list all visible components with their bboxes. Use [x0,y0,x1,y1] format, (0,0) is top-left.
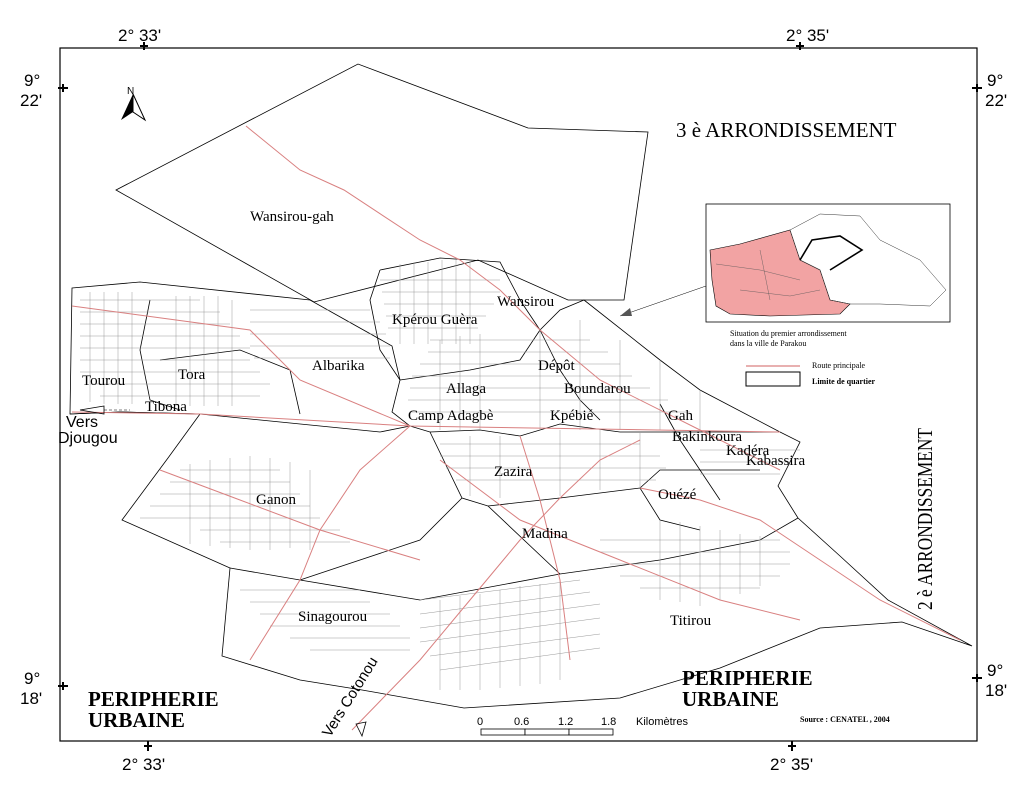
label-oueze: Ouézé [658,487,697,503]
lat-bottom-left-min: 18' [20,689,43,708]
map-legend [746,361,876,386]
north-arrow-icon [121,86,145,120]
coord-bottom-left: 2° 33' [122,755,166,774]
label-kperou-guera: Kpérou Guèra [392,312,478,328]
label-allaga: Allaga [446,381,486,397]
scale-tick-2: 1.2 [558,716,574,728]
arrow-down-icon [356,722,366,736]
coord-top-right: 2° 35' [786,26,830,45]
district-outlines [70,64,972,708]
inset-caption-line-2: dans la ville de Parakou [730,339,807,348]
periphery-left-line-2: URBAINE [88,708,185,732]
label-boundarou: Boundarou [564,381,631,397]
coord-bottom-right: 2° 35' [770,755,814,774]
legend-limite-label: Limite de quartier [812,377,876,386]
inset-caption-line-1: Situation du premier arrondissement [730,329,847,338]
neighborhood-labels [82,209,805,629]
direction-vers-cotonou [319,654,382,740]
lat-bottom-right-min: 18' [985,681,1008,700]
label-tibona: Tibona [145,399,187,415]
label-camp-adagbe: Camp Adagbè [408,408,494,424]
periphery-left-line-1: PERIPHERIE [88,687,219,711]
label-vers-cotonou: Vers Cotonou [318,654,382,741]
periphery-right-line-1: PERIPHERIE [682,666,813,690]
scale-tick-3: 1.8 [601,716,617,728]
label-tora: Tora [178,367,206,383]
coord-top-left: 2° 33' [118,26,162,45]
lat-top-left-min: 22' [20,91,43,110]
lat-bottom-left-deg: 9° [24,669,41,688]
label-titirou: Titirou [670,613,712,629]
scale-unit: Kilomètres [636,716,688,728]
source-credit: Source : CENATEL , 2004 [800,715,890,724]
label-kpebie: Kpébié [550,408,594,424]
legend-route-label: Route principale [812,361,866,370]
legend-limite-box [746,372,800,386]
region-third-arrondissement: 3 è ARRONDISSEMENT [676,118,897,142]
label-kabassira: Kabassira [746,453,806,469]
label-sinagourou: Sinagourou [298,609,368,625]
region-second-arrondissement: 2 è ARRONDISSEMENT [913,389,937,610]
label-kadera: Kadéra [726,443,770,459]
periphery-right-line-2: URBAINE [682,687,779,711]
label-vers: Vers [66,414,99,431]
label-madina: Madina [522,526,568,542]
label-gah: Gah [668,408,693,424]
label-tourou: Tourou [82,373,126,389]
label-zazira: Zazira [494,464,533,480]
scale-bar [477,716,688,735]
north-label: N [127,86,135,97]
label-djougou: Djougou [58,430,118,447]
lat-top-left-deg: 9° [24,71,41,90]
inset-pointer [620,286,706,316]
label-albarika: Albarika [312,358,365,374]
label-depot: Dépôt [538,358,575,374]
inset-map [620,204,950,348]
lat-top-right-deg: 9° [987,71,1004,90]
label-bakinkoura: Bakinkoura [672,429,742,445]
label-wansirou: Wansirou [497,294,555,310]
lat-bottom-right-deg: 9° [987,661,1004,680]
map-frame [60,48,977,741]
label-wansirou-gah: Wansirou-gah [250,209,334,225]
lat-top-right-min: 22' [985,91,1008,110]
label-ganon: Ganon [256,492,296,508]
scale-tick-1: 0.6 [514,716,530,728]
scale-tick-0: 0 [477,716,484,728]
